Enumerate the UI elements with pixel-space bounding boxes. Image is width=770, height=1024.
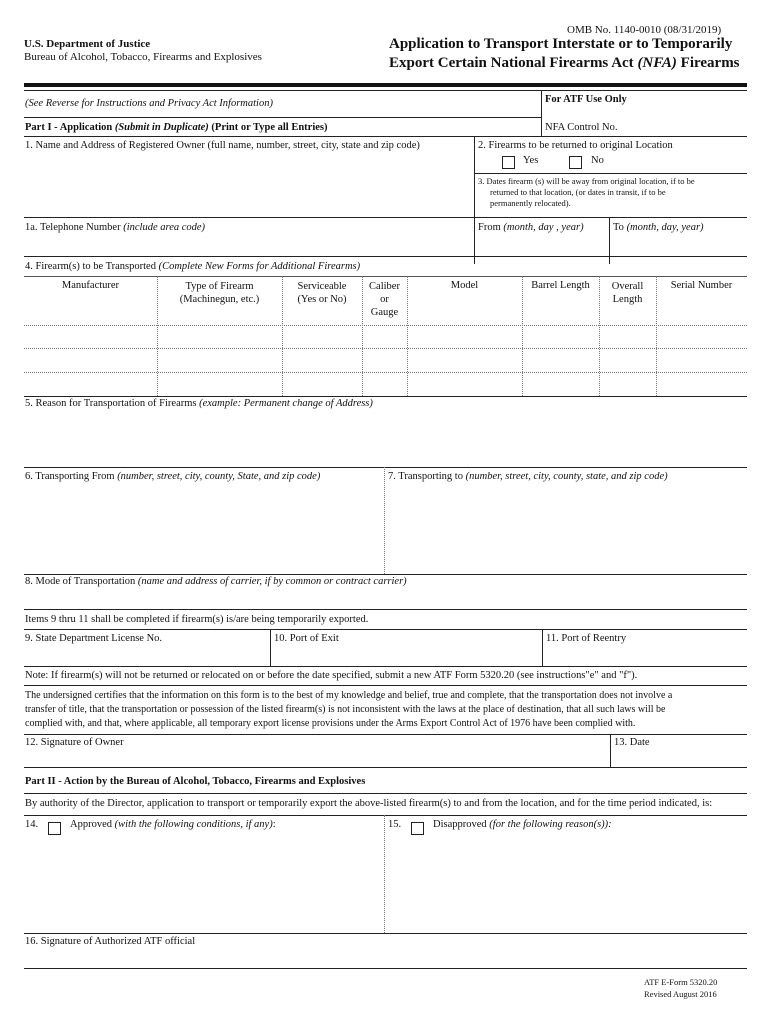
- col-model: Model: [450, 280, 479, 291]
- item6-label[interactable]: [25, 471, 320, 482]
- item15-number: 15.: [388, 819, 402, 830]
- item3-line1: 3. Dates firearm (s) will be away from original location, if to be: [478, 176, 695, 186]
- from-b: (month, day , year): [503, 222, 584, 233]
- item12-label[interactable]: 12. Signature of Owner: [25, 737, 124, 748]
- item4-b: (Complete New Forms for Additional Firearms): [158, 261, 361, 272]
- item14-label: [70, 819, 276, 830]
- item3-label: [478, 176, 695, 209]
- title-part-b: (NFA): [637, 55, 677, 71]
- col-overall-l1: Overall: [611, 281, 644, 292]
- item15-label: [433, 819, 612, 830]
- nfa-control-label[interactable]: NFA Control No.: [545, 122, 618, 133]
- bureau-name: Bureau of Alcohol, Tobacco, Firearms and Explosives: [24, 51, 262, 63]
- agency-name: U.S. Department of Justice: [24, 38, 151, 50]
- col-cal-l2: or: [380, 294, 389, 305]
- item11-label[interactable]: 11. Port of Reentry: [546, 633, 627, 644]
- title-part-a: Export Certain National Firearms Act: [389, 55, 638, 71]
- part1-c: (Print or Type all Entries): [208, 122, 328, 133]
- col-overall-l2: Length: [612, 294, 643, 305]
- col-type: [157, 280, 282, 306]
- revised-date: Revised August 2016: [644, 989, 717, 999]
- part1-a: Part I - Application: [25, 122, 115, 133]
- item5-a: 5. Reason for Transportation of Firearms: [25, 398, 200, 409]
- item8-label[interactable]: [25, 576, 407, 587]
- to-a: To: [613, 222, 627, 233]
- item1a-label[interactable]: [25, 222, 205, 233]
- cert-line1: The undersigned certifies that the information on this form is to the best of my knowledge and belief, true and complete, that the transportation does not involve a: [25, 690, 673, 701]
- item10-label[interactable]: 10. Port of Exit: [274, 633, 339, 644]
- approved-checkbox[interactable]: [48, 822, 61, 835]
- item9-label[interactable]: 9. State Department License No.: [25, 633, 163, 644]
- item1a-b: (include area code): [123, 222, 206, 233]
- col-serv-l1: Serviceable: [297, 281, 347, 292]
- item8-b: (name and address of carrier, if by common or contract carrier): [137, 576, 407, 587]
- resubmit-note: Note: If firearm(s) will not be returned or relocated on or before the date specified, submit a new ATF Form 5320.20 (see instructions"e" and "f").: [25, 670, 638, 681]
- item5-label[interactable]: [25, 398, 373, 409]
- item1-label[interactable]: 1. Name and Address of Registered Owner (full name, number, street, city, state and zip code): [25, 140, 420, 151]
- items-9-11-note: Items 9 thru 11 shall be completed if firearm(s) is/are being temporarily exported.: [25, 614, 369, 625]
- omb-number: OMB No. 1140-0010 (08/31/2019): [567, 24, 722, 36]
- no-checkbox[interactable]: [569, 156, 582, 169]
- item1a-a: 1a. Telephone Number: [25, 222, 124, 233]
- col-barrel: Barrel Length: [531, 280, 590, 291]
- item8-a: 8. Mode of Transportation: [25, 576, 138, 587]
- col-type-l2: (Machinegun, etc.): [179, 294, 260, 305]
- cert-line3: complied with, and that, where applicable, all temporary export license provisions under the Arms Export Control Act of 1976 have been complied with.: [25, 718, 636, 729]
- title-part-c: Firearms: [676, 55, 740, 71]
- item4-label: [25, 261, 360, 272]
- col-serviceable: [282, 280, 362, 306]
- item15-a: Disapproved: [433, 819, 490, 830]
- item14-c: :: [272, 819, 276, 830]
- from-date-label[interactable]: [478, 222, 584, 233]
- item16-label[interactable]: 16. Signature of Authorized ATF official: [25, 936, 196, 947]
- item3-line2: returned to that location, (or dates in transit, if to be: [490, 187, 666, 197]
- header-rule: [24, 83, 747, 87]
- col-serial: Serial Number: [670, 280, 733, 291]
- atf-use-only: For ATF Use Only: [545, 94, 627, 105]
- to-date-label[interactable]: [613, 222, 704, 233]
- yes-label: Yes: [523, 155, 539, 166]
- form-title-line2: [389, 55, 740, 72]
- item13-label[interactable]: 13. Date: [614, 737, 650, 748]
- col-cal-l1: Caliber: [369, 281, 400, 292]
- cert-line2: transfer of title, that the transportation or possession of the listed firearm(s) is not inconsistent with the laws at the place of destination, that all such laws will be: [25, 704, 666, 715]
- item5-b: (example: Permanent change of Address): [199, 398, 373, 409]
- part2-title: Part II - Action by the Bureau of Alcohol, Tobacco, Firearms and Explosives: [25, 776, 366, 787]
- see-reverse-note: (See Reverse for Instructions and Privacy Act Information): [25, 98, 273, 109]
- item3-line3: permanently relocated).: [490, 198, 571, 208]
- item2-label: 2. Firearms to be returned to original Location: [478, 140, 673, 151]
- col-type-l1: Type of Firearm: [185, 281, 254, 292]
- item14-b: (with the following conditions, if any): [114, 819, 273, 830]
- col-caliber: [362, 280, 407, 319]
- item14-a: Approved: [70, 819, 115, 830]
- item7-a: 7. Transporting to: [388, 471, 466, 482]
- item6-b: (number, street, city, county, State, and zip code): [117, 471, 321, 482]
- item7-label[interactable]: [388, 471, 668, 482]
- to-b: (month, day, year): [626, 222, 704, 233]
- item6-a: 6. Transporting From: [25, 471, 118, 482]
- certification-text: [25, 689, 747, 731]
- item14-number: 14.: [25, 819, 39, 830]
- form-title-line1: Application to Transport Interstate or to Temporarily: [389, 36, 733, 52]
- col-serv-l2: (Yes or No): [297, 294, 347, 305]
- form-number: ATF E-Form 5320.20: [644, 977, 718, 987]
- from-a: From: [478, 222, 504, 233]
- no-label: No: [591, 155, 604, 166]
- item15-b: (for the following reason(s)):: [489, 819, 612, 830]
- col-manufacturer: Manufacturer: [61, 280, 120, 291]
- disapproved-checkbox[interactable]: [411, 822, 424, 835]
- authority-text: By authority of the Director, application to transport or temporarily export the above-listed firearm(s) to and from the location, and for the time period indicated, is:: [25, 798, 713, 809]
- yes-checkbox[interactable]: [502, 156, 515, 169]
- item4-a: 4. Firearm(s) to be Transported: [25, 261, 159, 272]
- item7-b: (number, street, city, county, state, and zip code): [465, 471, 668, 482]
- col-cal-l3: Gauge: [370, 307, 399, 318]
- part1-b: (Submit in Duplicate): [114, 122, 209, 133]
- part1-title: [25, 122, 327, 133]
- col-overall: [599, 280, 656, 306]
